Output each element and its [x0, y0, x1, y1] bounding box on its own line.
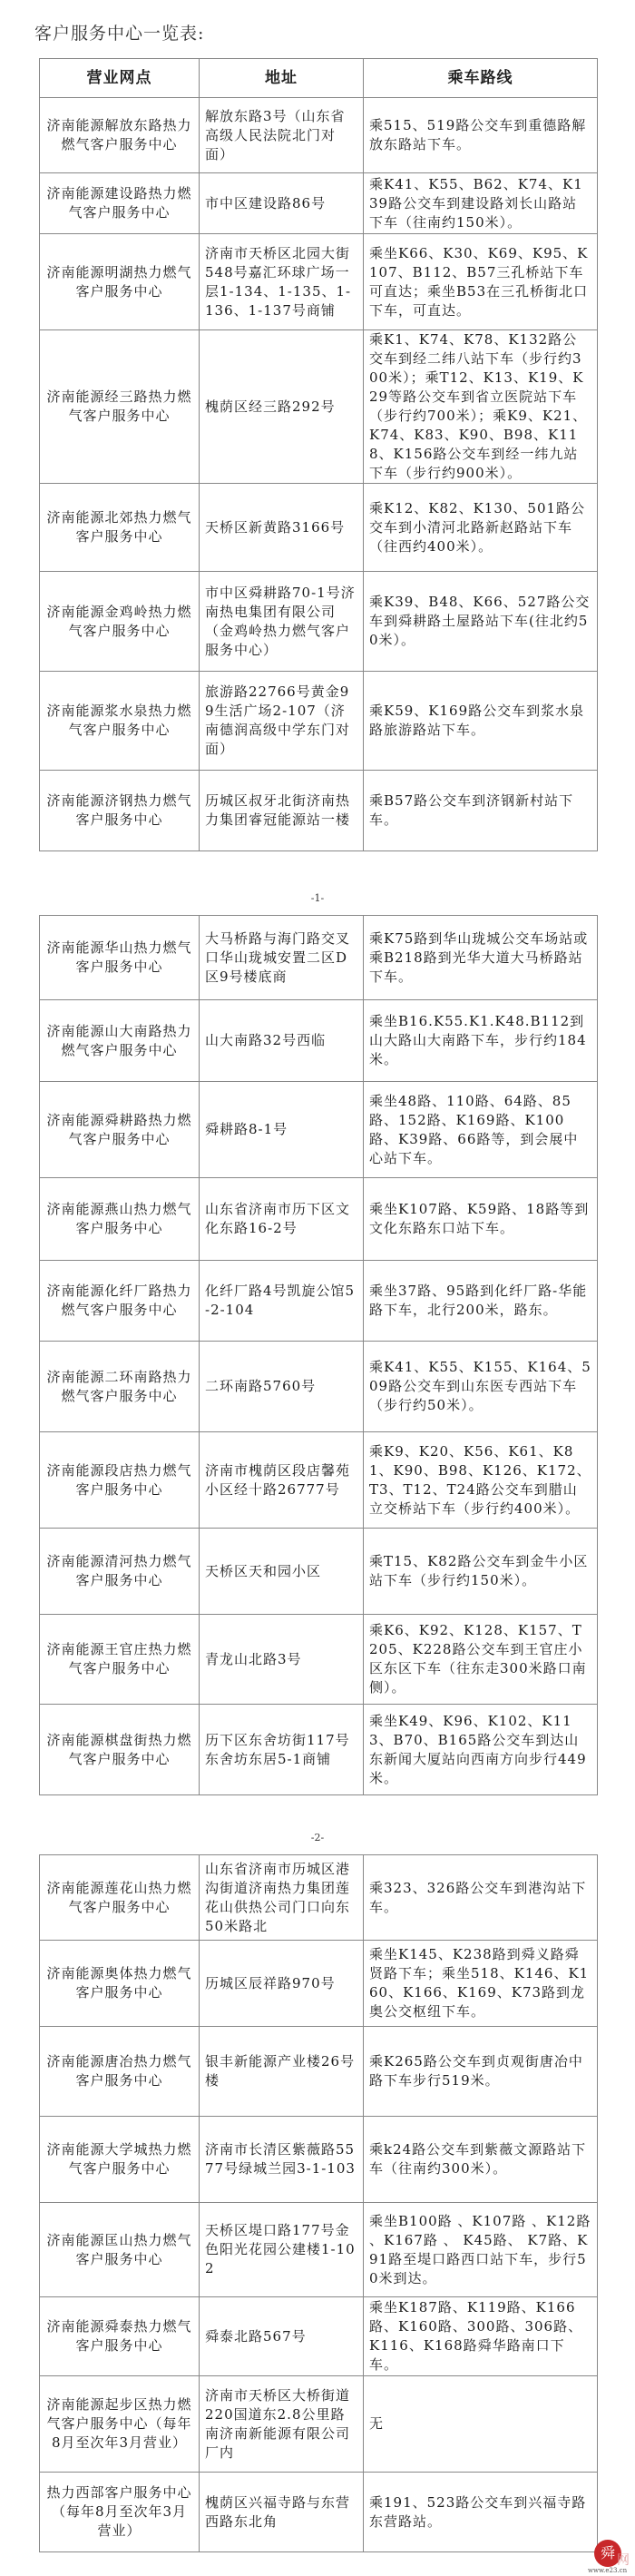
route-cell: 乘515、519路公交车到重德路解放东路站下车。 [364, 98, 598, 173]
header-address: 地址 [200, 59, 364, 98]
route-cell: 乘坐37路、95路到化纤厂路-华能路下车，北行200米，路东。 [364, 1261, 598, 1342]
address-cell: 槐荫区兴福寺路与东营西路东北角 [200, 2473, 364, 2552]
branch-name-cell: 济南能源金鸡岭热力燃气客户服务中心 [40, 572, 200, 672]
branch-name-cell: 济南能源清河热力燃气客户服务中心 [40, 1529, 200, 1615]
route-cell: 乘坐K49、K96、K102、K113、B70、B165路公交车到达山东新闻大厦站向西南方向步行449米。 [364, 1705, 598, 1795]
address-cell: 济南市天桥区北园大街548号嘉汇环球广场一层1-134、1-135、1-136、1-137号商铺 [200, 234, 364, 330]
table-row [40, 1342, 598, 1432]
branch-name-cell: 济南能源匡山热力燃气客户服务中心 [40, 2203, 200, 2297]
route-cell: 乘坐48路、110路、64路、85路、152路、K169路、K100路、K39路、66路等，到会展中心站下车。 [364, 1082, 598, 1178]
address-cell: 济南市槐荫区段店馨苑小区经十路26777号 [200, 1432, 364, 1529]
site-watermark: www.e23.cn [588, 2567, 628, 2574]
branch-name-cell: 济南能源经三路热力燃气客户服务中心 [40, 330, 200, 484]
address-cell: 历城区叔牙北街济南热力集团睿冠能源站一楼 [200, 771, 364, 851]
table-row [40, 173, 598, 234]
route-cell: 乘K39、B48、K66、527路公交车到舜耕路土屋路站下车(往北约50米）。 [364, 572, 598, 672]
route-cell: 乘K75路到华山珑城公交车场站或乘B218路到光华大道大马桥路站下车。 [364, 916, 598, 1000]
branch-name-cell: 济南能源奥体热力燃气客户服务中心 [40, 1941, 200, 2027]
route-cell: 乘坐B100路 、K107路 、K12路 、K167路 、 K45路、 K7路、K91路至堤口路西口站下车，步行50米到达。 [364, 2203, 598, 2297]
table-row [40, 2297, 598, 2376]
table-row [40, 2203, 598, 2297]
address-cell: 槐荫区经三路292号 [200, 330, 364, 484]
route-cell: 乘K1、K74、K78、K132路公交车到经二纬八站下车（步行约300米）；乘T12、K13、K19、K29等路公交车到省立医院站下车（步行约700米）；乘K9、K21、K74、K83、K90、B98、K118、K156路公交车到经一纬九站下车（步行约900米）。 [364, 330, 598, 484]
address-cell: 旅游路22766号黄金99生活广场2-107（济南德润高级中学东门对面） [200, 672, 364, 771]
route-cell: 乘T15、K82路公交车到金牛小区站下车（步行约150米）。 [364, 1529, 598, 1615]
branch-name-cell: 济南能源华山热力燃气客户服务中心 [40, 916, 200, 1000]
table-row [40, 2027, 598, 2117]
route-cell: 无 [364, 2376, 598, 2473]
branch-name-cell: 济南能源燕山热力燃气客户服务中心 [40, 1178, 200, 1261]
branch-name-cell: 济南能源建设路热力燃气客户服务中心 [40, 173, 200, 234]
route-cell: 乘191、523路公交车到兴福寺路东营路站。 [364, 2473, 598, 2552]
table-row [40, 1705, 598, 1795]
service-center-table-page-2 [39, 915, 598, 1795]
address-cell: 天桥区新黄路3166号 [200, 484, 364, 572]
table-row [40, 572, 598, 672]
table-row [40, 1178, 598, 1261]
address-cell: 天桥区天和园小区 [200, 1529, 364, 1615]
route-cell: 乘坐K66、K30、K69、K95、K107、B112、B57三孔桥站下车可直达；乘坐B53在三孔桥街北口下车，可直达。 [364, 234, 598, 330]
table-row [40, 1529, 598, 1615]
branch-name-cell: 济南能源大学城热力燃气客户服务中心 [40, 2117, 200, 2203]
route-cell: 乘323、326路公交车到港沟站下车。 [364, 1855, 598, 1941]
branch-name-cell: 济南能源化纤厂路热力燃气客户服务中心 [40, 1261, 200, 1342]
route-cell: 乘坐K145、K238路到舜义路舜贤路下车；乘坐518、K146、K160、K166、K169、K73路到龙奥公交枢纽下车。 [364, 1941, 598, 2027]
route-cell: 乘K265路公交车到贞观街唐冶中路下车步行519米。 [364, 2027, 598, 2117]
branch-name-cell: 济南能源棋盘街热力燃气客户服务中心 [40, 1705, 200, 1795]
branch-name-cell: 济南能源起步区热力燃气客户服务中心（每年8月至次年3月营业） [40, 2376, 200, 2473]
address-cell: 山东省济南市历城区港沟街道济南热力集团莲花山供热公司门口向东50米路北 [200, 1855, 364, 1941]
table-row [40, 1000, 598, 1082]
address-cell: 舜耕路8-1号 [200, 1082, 364, 1178]
table-row [40, 1432, 598, 1529]
page-number: -2- [310, 1832, 325, 1844]
table-row [40, 1855, 598, 1941]
address-cell: 大马桥路与海门路交叉口华山珑城安置二区D区9号楼底商 [200, 916, 364, 1000]
table-row [40, 98, 598, 173]
address-cell: 市中区舜耕路70-1号济南热电集团有限公司（金鸡岭热力燃气客户服务中心） [200, 572, 364, 672]
branch-name-cell: 济南能源二环南路热力燃气客户服务中心 [40, 1342, 200, 1432]
table-row [40, 1261, 598, 1342]
service-center-table-page-1 [39, 58, 598, 851]
branch-name-cell: 济南能源唐冶热力燃气客户服务中心 [40, 2027, 200, 2117]
route-cell: 乘坐K187路、K119路、K166路、K160路、300路、306路、K116、K168路舜华路南口下车。 [364, 2297, 598, 2376]
address-cell: 舜泰北路567号 [200, 2297, 364, 2376]
branch-name-cell: 济南能源山大南路热力燃气客户服务中心 [40, 1000, 200, 1082]
table-row [40, 916, 598, 1000]
branch-name-cell: 济南能源济钢热力燃气客户服务中心 [40, 771, 200, 851]
table-row [40, 234, 598, 330]
route-cell: 乘K41、K55、K155、K164、509路公交车到山东医专西站下车（步行约50米）。 [364, 1342, 598, 1432]
route-cell: 乘K9、K20、K56、K61、K81、K90、B98、K126、K172、T3、T12、T24路公交车到腊山立交桥站下车（步行约400米）。 [364, 1432, 598, 1529]
table-row [40, 1941, 598, 2027]
table-row [40, 672, 598, 771]
address-cell: 山大南路32号西临 [200, 1000, 364, 1082]
site-logo-mark: 网 [617, 2553, 630, 2568]
route-cell: 乘K6、K92、K128、K157、T205、K228路公交车到王官庄小区东区下车（往东走300米路口南侧）。 [364, 1615, 598, 1705]
table-row [40, 2117, 598, 2203]
route-cell: 乘K41、K55、B62、K74、K139路公交车到建设路刘长山路站下车（往南约150米）。 [364, 173, 598, 234]
branch-name-cell: 济南能源浆水泉热力燃气客户服务中心 [40, 672, 200, 771]
header-route: 乘车路线 [364, 59, 598, 98]
branch-name-cell: 济南能源舜泰热力燃气客户服务中心 [40, 2297, 200, 2376]
branch-name-cell: 济南能源北郊热力燃气客户服务中心 [40, 484, 200, 572]
address-cell: 山东省济南市历下区文化东路16-2号 [200, 1178, 364, 1261]
address-cell: 历城区辰祥路970号 [200, 1941, 364, 2027]
header-branch: 营业网点 [40, 59, 200, 98]
route-cell: 乘k24路公交车到紫薇文源路站下车（往南约300米）。 [364, 2117, 598, 2203]
table-row [40, 2376, 598, 2473]
address-cell: 济南市天桥区大桥街道220国道东2.8公里路南济南新能源有限公司厂内 [200, 2376, 364, 2473]
table-row [40, 1082, 598, 1178]
route-cell: 乘K12、K82、K130、501路公交车到小清河北路新赵路站下车（往西约400米）。 [364, 484, 598, 572]
address-cell: 银丰新能源产业楼26号楼 [200, 2027, 364, 2117]
address-cell: 解放东路3号（山东省高级人民法院北门对面） [200, 98, 364, 173]
branch-name-cell: 济南能源莲花山热力燃气客户服务中心 [40, 1855, 200, 1941]
address-cell: 济南市长清区紫薇路5577号绿城兰园3-1-103 [200, 2117, 364, 2203]
branch-name-cell: 济南能源舜耕路热力燃气客户服务中心 [40, 1082, 200, 1178]
route-cell: 乘坐K107路、K59路、18路等到文化东路东口站下车。 [364, 1178, 598, 1261]
branch-name-cell: 济南能源明湖热力燃气客户服务中心 [40, 234, 200, 330]
table-row [40, 1615, 598, 1705]
branch-name-cell: 热力西部客户服务中心（每年8月至次年3月营业） [40, 2473, 200, 2552]
table-row [40, 330, 598, 484]
address-cell: 青龙山北路3号 [200, 1615, 364, 1705]
table-row [40, 2473, 598, 2552]
table-row [40, 484, 598, 572]
branch-name-cell: 济南能源段店热力燃气客户服务中心 [40, 1432, 200, 1529]
branch-name-cell: 济南能源王官庄热力燃气客户服务中心 [40, 1615, 200, 1705]
address-cell: 二环南路5760号 [200, 1342, 364, 1432]
address-cell: 历下区东舍坊街117号东舍坊东居5-1商铺 [200, 1705, 364, 1795]
table-row [40, 771, 598, 851]
page-number: -1- [310, 892, 325, 904]
route-cell: 乘B57路公交车到济钢新村站下车。 [364, 771, 598, 851]
address-cell: 化纤厂路4号凯旋公馆5-2-104 [200, 1261, 364, 1342]
route-cell: 乘K59、K169路公交车到浆水泉路旅游路站下车。 [364, 672, 598, 771]
page-title: 客户服务中心一览表: [34, 24, 205, 44]
branch-name-cell: 济南能源解放东路热力燃气客户服务中心 [40, 98, 200, 173]
route-cell: 乘坐B16.K55.K1.K48.B112到山大路山大南路下车，步行约184米。 [364, 1000, 598, 1082]
address-cell: 天桥区堤口路177号金色阳光花园公建楼1-102 [200, 2203, 364, 2297]
address-cell: 市中区建设路86号 [200, 173, 364, 234]
service-center-table-page-3 [39, 1854, 598, 2552]
site-logo-stamp: 舜 [594, 2540, 621, 2567]
table-header-row [40, 59, 598, 98]
